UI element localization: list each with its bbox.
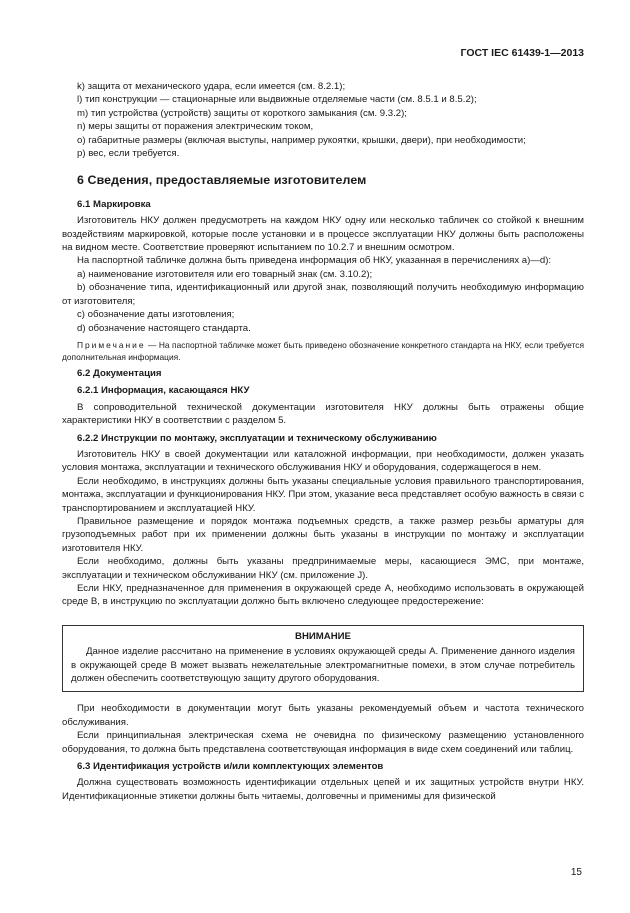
warning-text: Данное изделие рассчитано на применение в условиях окружающей среды A. Применение данного изделия в окружающей среде B может вызвать нежелательные электромагнитные помехи, в этом случае потребитель должен обеспечить соответствующую защиту другого оборудования. bbox=[71, 646, 575, 685]
list-item-k: k) защита от механического удара, если имеется (см. 8.2.1); bbox=[77, 81, 346, 92]
list-item-a: a) наименование изготовителя или его товарный знак (см. 3.10.2); bbox=[77, 268, 373, 280]
note bbox=[62, 339, 584, 363]
section-6-2-1-title: 6.2.1 Информация, касающаяся НКУ bbox=[77, 385, 250, 397]
paragraph: Если принципиальная электрическая схема не очевидна по физическому размещению установленного оборудования, то должна быть представлена соответствующая информация в виде схем соединений или таблиц. bbox=[62, 730, 584, 755]
list-item-n: n) меры защиты от поражения электрическим током, bbox=[77, 121, 314, 133]
section-6-2-title: 6.2 Документация bbox=[77, 367, 162, 379]
document-body bbox=[62, 80, 584, 803]
note-label: Примечание bbox=[77, 339, 146, 350]
list-item-b: b) обозначение типа, идентификационный или другой знак, позволяющий получить необходимую информацию от изготовителя; bbox=[62, 282, 584, 307]
list-item-l: l) тип конструкции — стационарные или выдвижные отделяемые части (см. 8.5.1 и 8.5.2); bbox=[77, 94, 477, 106]
list-item-m: m) тип устройства (устройств) защиты от короткого замыкания (см. 9.3.2); bbox=[77, 107, 407, 119]
paragraph: Изготовитель НКУ в своей документации или каталожной информации, при необходимости, должен указать условия монтажа, эксплуатации и технического обслуживания НКУ и оборудования, содержащегося в нем. bbox=[62, 448, 584, 474]
list-item-p: p) вес, если требуется. bbox=[77, 148, 180, 160]
section-6-2-2-title: 6.2.2 Инструкции по монтажу, эксплуатации и техническому обслуживанию bbox=[77, 432, 437, 444]
section-6-3-title: 6.3 Идентификация устройств и/или комплектующих элементов bbox=[77, 761, 384, 773]
list-item-c: c) обозначение даты изготовления; bbox=[77, 309, 235, 321]
paragraph: Изготовитель НКУ должен предусмотреть на каждом НКУ одну или несколько табличек со стойкой к внешним воздействиям маркировкой, которые после установки и в процессе эксплуатации НКУ должны быть расположены на видном месте. Соответствие проверяют испытанием по 10.2.7 и внешним осмотром. bbox=[62, 215, 584, 254]
standard-header: ГОСТ IEC 61439-1—2013 bbox=[460, 47, 584, 59]
paragraph: При необходимости в документации могут быть указаны рекомендуемый объем и частота технического обслуживания. bbox=[62, 703, 584, 728]
paragraph: Правильное размещение и порядок монтажа подъемных средств, а также размер резьбы арматуры для грузоподъемных работ при их применении должны быть указаны в инструкции по монтажу и эксплуатации изготовителя НКУ. bbox=[62, 515, 584, 554]
paragraph: В сопроводительной технической документации изготовителя НКУ должны быть отражены общие характеристики НКУ в соответствии с разделом 5. bbox=[62, 401, 584, 427]
list-item-o: o) габаритные размеры (включая выступы, например рукоятки, крышки, двери), при необходимости; bbox=[77, 134, 526, 146]
page-number: 15 bbox=[570, 867, 582, 878]
section-6-title: 6 Сведения, предоставляемые изготовителем bbox=[77, 173, 367, 188]
list-item-d: d) обозначение настоящего стандарта. bbox=[77, 322, 251, 334]
paragraph: Должна существовать возможность идентификации отдельных цепей и их защитных устройств внутри НКУ. Идентификационные этикетки должны быть читаемы, долговечны и применимы для физической bbox=[62, 777, 584, 802]
paragraph: На паспортной табличке должна быть приведена информация об НКУ, указанная в перечислениях a)—d): bbox=[77, 255, 552, 267]
paragraph: Если НКУ, предназначенное для применения в окружающей среде A, необходимо использовать в окружающей среде B, в инструкцию по эксплуатации должно быть включено следующее предостережение: bbox=[62, 583, 584, 608]
warning-title: ВНИМАНИЕ bbox=[295, 630, 351, 642]
paragraph: Если необходимо, в инструкциях должны быть указаны специальные условия правильного транспортирования, монтажа, эксплуатации и функционирования НКУ. При этом, указание веса представляет особую важность в связи с транспортированием и эксплуатацией НКУ. bbox=[62, 475, 584, 514]
warning-box bbox=[62, 625, 584, 693]
section-6-1-title: 6.1 Маркировка bbox=[77, 198, 151, 210]
note-text: — На паспортной табличке может быть приведено обозначение конкретного стандарта на НКУ, если требуется дополнительная информация. bbox=[62, 339, 584, 362]
paragraph: Если необходимо, должны быть указаны предпринимаемые меры, касающиеся ЭМС, при монтаже, эксплуатации и техническом обслуживании НКУ (см. приложение J). bbox=[62, 556, 584, 581]
